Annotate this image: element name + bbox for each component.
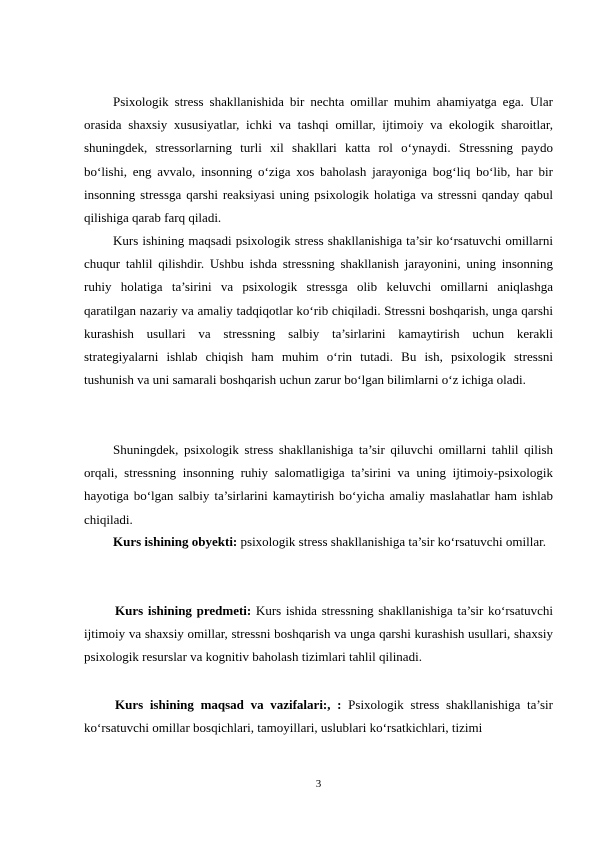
goals-text: Psixologik stress shakllanishiga ta’sir ko‘rsatuvchi omillar bosqichlari, tamoyillari, uslublari ko‘rsatkichlari, tizimi	[84, 697, 553, 736]
goals-section	[84, 693, 553, 739]
page-number: 3	[315, 778, 322, 790]
subject-label: Kurs ishining predmeti:	[115, 603, 252, 618]
subject-section	[84, 599, 553, 669]
subject-text: Kurs ishida stressning shakllanishiga ta’sir ko‘rsatuvchi ijtimoiy va shaxsiy omillar, stressni boshqarish va unga qarshi kurashish usullari, shaxsiy psixologik resurslar va kognitiv baholash tizimlari tahlil qilinadi.	[84, 603, 553, 665]
analysis-paragraph: Shuningdek, psixologik stress shakllanishiga ta’sir qiluvchi omillarni tahlil qilish orqali, stressning insonning ruhiy salomatligiga ta’sirini va uning ijtimoiy-psixologik hayotiga bo‘lgan salbiy ta’sirlarini kamaytirish bo‘yicha amaliy maslahatlar ham ishlab chiqiladi.	[84, 442, 553, 527]
goals-label: Kurs ishining maqsad va vazifalari:, :	[115, 697, 342, 712]
object-section	[84, 530, 553, 553]
aim-paragraph: Kurs ishining maqsadi psixologik stress shakllanishiga ta’sir ko‘rsatuvchi omillarni chuqur tahlil qilishdir. Ushbu ishda stressning shakllanish jarayonini, uning insonning ruhiy holatiga ta’sirini va psixologik stressga olib keluvchi omillarni aniqlashga qaratilgan nazariy va amaliy tadqiqotlar ko‘rib chiqiladi. Stressni boshqarish, unga qarshi kurashish usullari va stressning salbiy ta’sirlarini kamaytirish uchun kerakli strategiyalarni ishlab chiqish ham muhim o‘rin tutadi. Bu ish, psixologik stressni tushunish va uni samarali boshqarish uchun zarur bo‘lgan bilimlarni o‘z ichiga oladi.	[84, 233, 553, 388]
object-label: Kurs ishining obyekti:	[113, 534, 238, 549]
object-text: psixologik stress shakllanishiga ta’sir ko‘rsatuvchi omillar.	[237, 534, 546, 549]
intro-paragraph: Psixologik stress shakllanishida bir nechta omillar muhim ahamiyatga ega. Ular orasida shaxsiy xususiyatlar, ichki va tashqi omillar, ijtimoiy va ekologik sharoitlar, shuningdek, stressorlarning turli xil shakllari katta rol o‘ynaydi. Stressning paydo bo‘lishi, eng avvalo, insonning o‘ziga xos baholash jarayoniga bog‘liq bo‘lib, har bir insonning stressga qarshi reaksiyasi uning psixologik holatiga va stressni qanday qabul qilishiga qarab farq qiladi.	[84, 94, 553, 226]
